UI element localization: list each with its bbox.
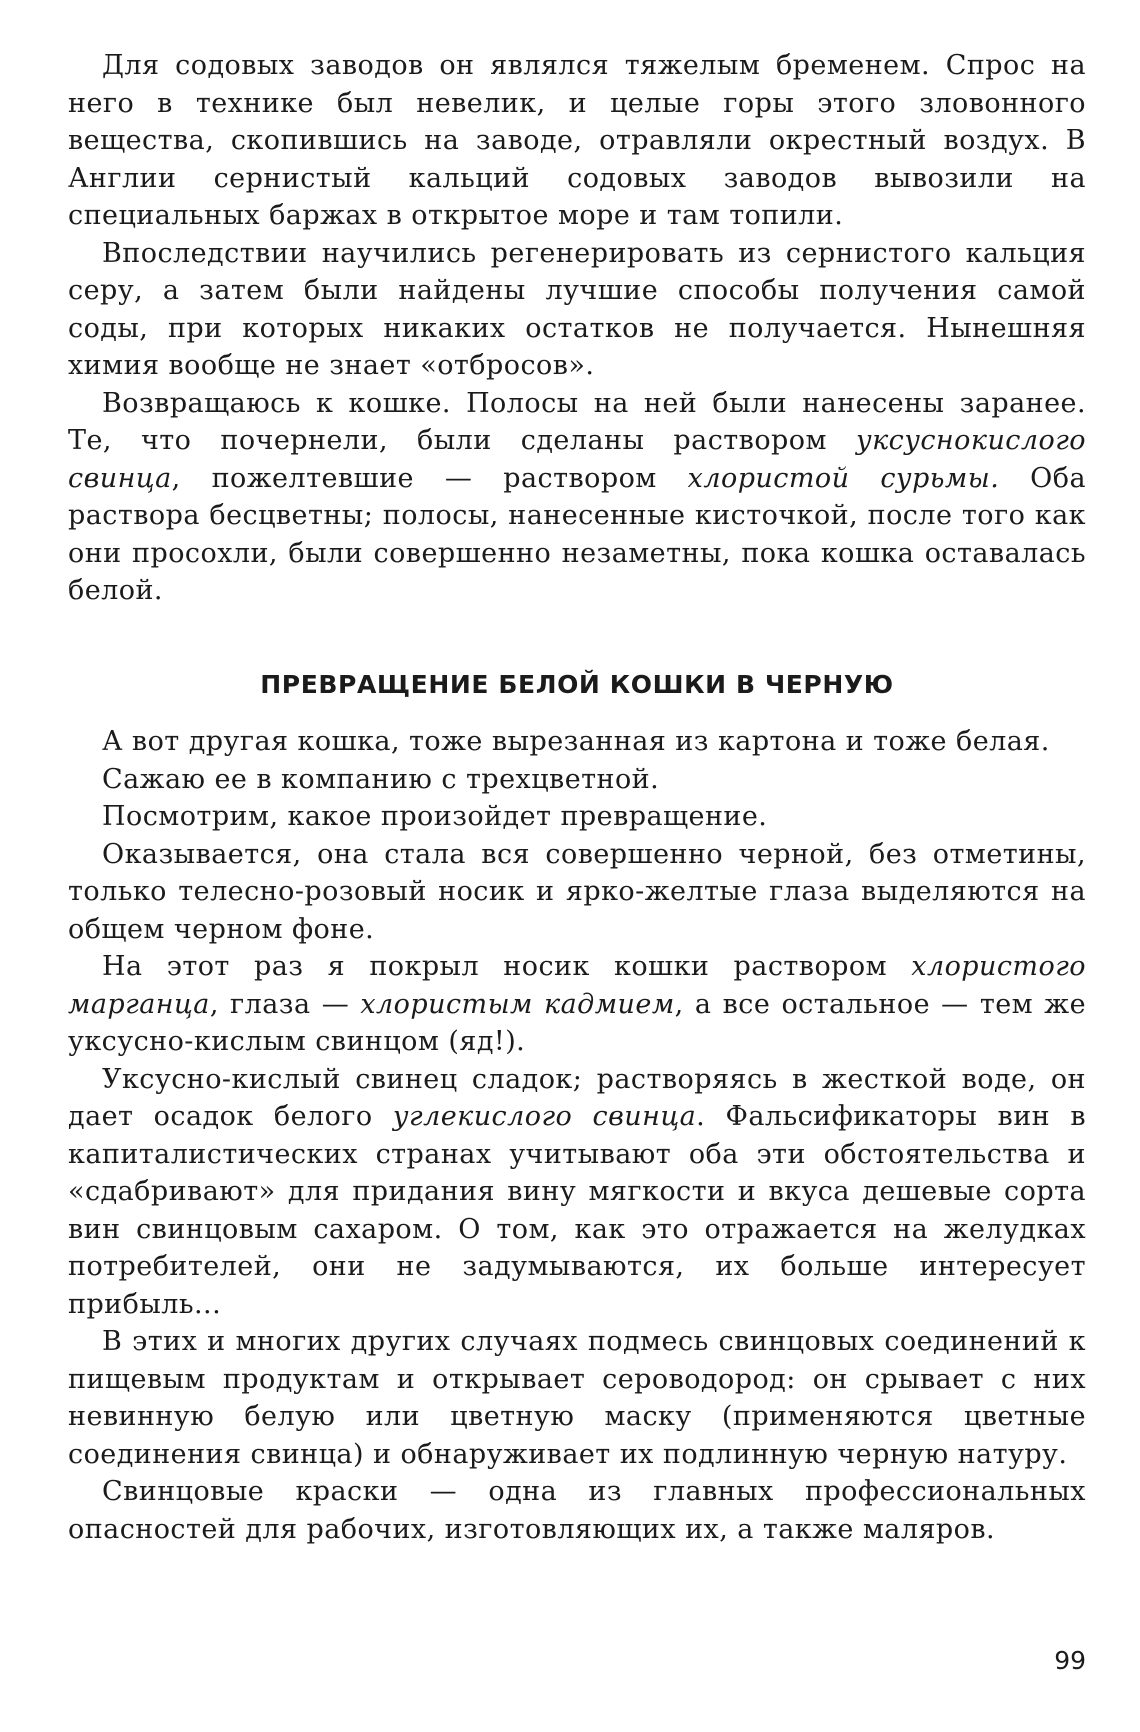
text-run: , глаза — — [209, 988, 361, 1020]
text-run: В этих и многих других случаях подмесь свинцовых соединений к пищевым продуктам и открывает сероводород: он срывает с них невинную белую или цветную маску (применяются цветные соединения свинца) и обнаруживает их подлинную черную натуру. — [68, 1326, 1086, 1470]
paragraph — [68, 761, 1086, 799]
paragraph — [68, 1323, 1086, 1473]
text-run: , а все остальное — тем же уксусно-кислым свинцом (яд!). — [68, 988, 1086, 1057]
text-run: Оба раствора бесцветны; полосы, нанесенные кисточкой, после того как они просохли, были совершенно незаметны, пока кошка оставалась белой. — [68, 462, 1086, 606]
text-block-top — [68, 47, 1086, 610]
text-run: . Фальсификаторы вин в капиталистических странах учитывают оба эти обстоятельства и «сдабривают» для придания вину мягкости и вкуса дешевые сорта вин свинцовым сахаром. О том, как это отражается на желудках потребителей, они не задумываются, их больше интересует прибыль... — [68, 1101, 1086, 1320]
italic-term: уксуснокислого свинца — [68, 425, 1086, 494]
paragraph — [68, 723, 1086, 761]
italic-term: хлористым кадмием — [360, 988, 675, 1020]
text-run: На этот раз я покрыл носик кошки раствором — [102, 951, 912, 982]
text-run: , пожелтевшие — раствором — [171, 462, 688, 494]
paragraph — [68, 836, 1086, 949]
text-run: Для содовых заводов он являлся тяжелым бременем. Спрос на него в технике был невелик, и целые горы этого зловонного вещества, скопившись на заводе, отравляли окрестный воздух. В Англии сернистый кальций содовых заводов вывозили на специальных баржах в открытое море и там топили. — [68, 50, 1086, 231]
paragraph — [68, 798, 1086, 836]
italic-term: хлористой сурьмы. — [687, 462, 1000, 494]
italic-term: углекислого свинца — [392, 1101, 697, 1132]
page-number: 99 — [1054, 1646, 1086, 1675]
text-run: Свинцовые краски — одна из главных профессиональных опасностей для рабочих, изготовляющих их, а также маляров. — [68, 1476, 1086, 1545]
text-run: Впоследствии научились регенерировать из сернистого кальция серу, а затем были найдены лучшие способы получения самой соды, при которых никаких остатков не получается. Нынешняя химия вообще не знает «отбросов». — [68, 237, 1086, 381]
text-run: Уксусно-кислый свинец сладок; растворяясь в жесткой воде, он дает осадок белого — [68, 1063, 1086, 1132]
text-run: Возвращаюсь к кошке. Полосы на ней были нанесены заранее. Те, что почернели, были сделаны раствором — [68, 387, 1086, 456]
text-run: Сажаю ее в компанию с трехцветной. — [102, 763, 660, 795]
text-run: Оказывается, она стала вся совершенно черной, без отметины, только телесно-розовый носик и ярко-желтые глаза выделяются на общем черном фоне. — [68, 838, 1086, 945]
italic-term: хлористого марганца — [68, 951, 1086, 1020]
paragraph — [68, 47, 1086, 235]
paragraph — [68, 385, 1086, 610]
text-run: Посмотрим, какое произойдет превращение. — [102, 801, 768, 832]
paragraph — [68, 1061, 1086, 1324]
text-block-bottom — [68, 723, 1086, 1548]
paragraph — [68, 235, 1086, 385]
paragraph — [68, 948, 1086, 1061]
paragraph — [68, 1473, 1086, 1548]
text-run: А вот другая кошка, тоже вырезанная из картона и тоже белая. — [102, 726, 1050, 757]
section-heading: ПРЕВРАЩЕНИЕ БЕЛОЙ КОШКИ В ЧЕРНУЮ — [260, 670, 894, 699]
